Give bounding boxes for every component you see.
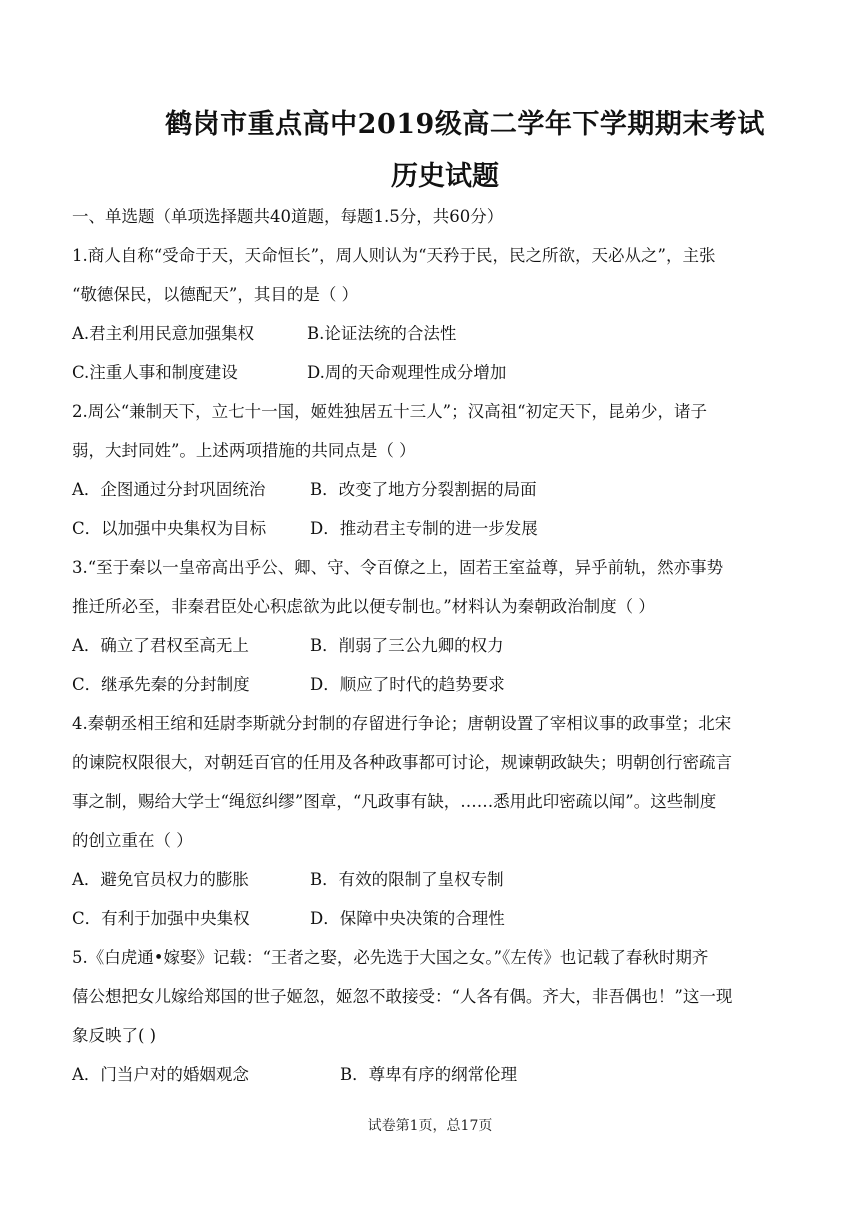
option-a: A．确立了君权至高无上 [72,636,249,655]
option-row [72,514,772,553]
option-row [72,358,772,397]
option-row [72,319,772,358]
option-d: D.周的天命观理性成分增加 [307,363,507,382]
question [72,943,772,1099]
question-text: 僖公想把女儿嫁给郑国的世子姬忽，姬忽不敢接受：“人各有偶。齐大，非吾偶也！”这一现 [72,987,733,1006]
question-text: 事之制，赐给大学士“绳愆纠缪”图章，“凡政事有缺，……悉用此印密疏以闻”。这些制度 [72,792,717,811]
exam-body [72,202,772,1099]
exam-title: 鹤岗市重点高中2019级高二学年下学期期末考试 [165,109,765,140]
option-row [72,631,772,670]
question-text: 4.秦朝丞相王绾和廷尉李斯就分封制的存留进行争论；唐朝设置了宰相议事的政事堂；北宋 [72,714,732,733]
section-heading: 一、单选题（单项选择题共40道题，每题1.5分，共60分） [72,207,504,226]
option-b: B．有效的限制了皇权专制 [310,870,504,889]
question-text: 弱，大封同姓”。上述两项措施的共同点是（ ） [72,441,416,460]
option-c: C．继承先秦的分封制度 [72,675,250,694]
question [72,397,772,553]
question-text: 2.周公“兼制天下，立七十一国，姬姓独居五十三人”；汉高祖“初定天下，昆弟少，诸子 [72,402,708,421]
option-c: C．有利于加强中央集权 [72,909,250,928]
question-text: “敬德保民，以德配天”，其目的是（ ） [72,285,359,304]
option-d: D．顺应了时代的趋势要求 [310,675,505,694]
option-b: B.论证法统的合法性 [307,324,457,343]
option-row [72,670,772,709]
option-c: C．以加强中央集权为目标 [72,519,267,538]
question-text: 1.商人自称“受命于天，天命恒长”，周人则认为“天矜于民，民之所欲，天必从之”，主张 [72,246,716,265]
page-footer: 试卷第1页，总17页 [367,1118,493,1134]
option-row [72,1060,772,1099]
question [72,709,772,943]
option-d: D．推动君主专制的进一步发展 [310,519,538,538]
option-c: C.注重人事和制度建设 [72,363,238,382]
question-text: 推迁所必至，非秦君臣处心积虑欲为此以便专制也。”材料认为秦朝政治制度（ ） [72,597,655,616]
question-text: 象反映了( ) [72,1026,157,1045]
question-text: 5.《白虎通•嫁娶》记载：“王者之娶，必先选于大国之女。”《左传》也记载了春秋时期齐 [72,948,709,967]
question [72,241,772,397]
question-text: 3.“至于秦以一皇帝高出乎公、卿、守、令百僚之上，固若王室益尊，异乎前轨，然亦事势 [72,558,724,577]
option-row [72,475,772,514]
question [72,553,772,709]
question-text: 的创立重在（ ） [72,831,193,850]
option-b: B．尊卑有序的纲常伦理 [340,1065,518,1084]
option-b: B．改变了地方分裂割据的局面 [310,480,537,499]
option-a: A．企图通过分封巩固统治 [72,480,266,499]
option-a: A．避免官员权力的膨胀 [72,870,249,889]
option-row [72,865,772,904]
option-a: A．门当户对的婚姻观念 [72,1065,249,1084]
option-row [72,904,772,943]
option-a: A.君主利用民意加强集权 [72,324,255,343]
exam-subtitle: 历史试题 [391,161,499,192]
option-b: B．削弱了三公九卿的权力 [310,636,504,655]
question-text: 的谏院权限很大，对朝廷百官的任用及各种政事都可讨论，规谏朝政缺失；明朝创行密疏言 [72,753,732,772]
option-d: D．保障中央决策的合理性 [310,909,505,928]
